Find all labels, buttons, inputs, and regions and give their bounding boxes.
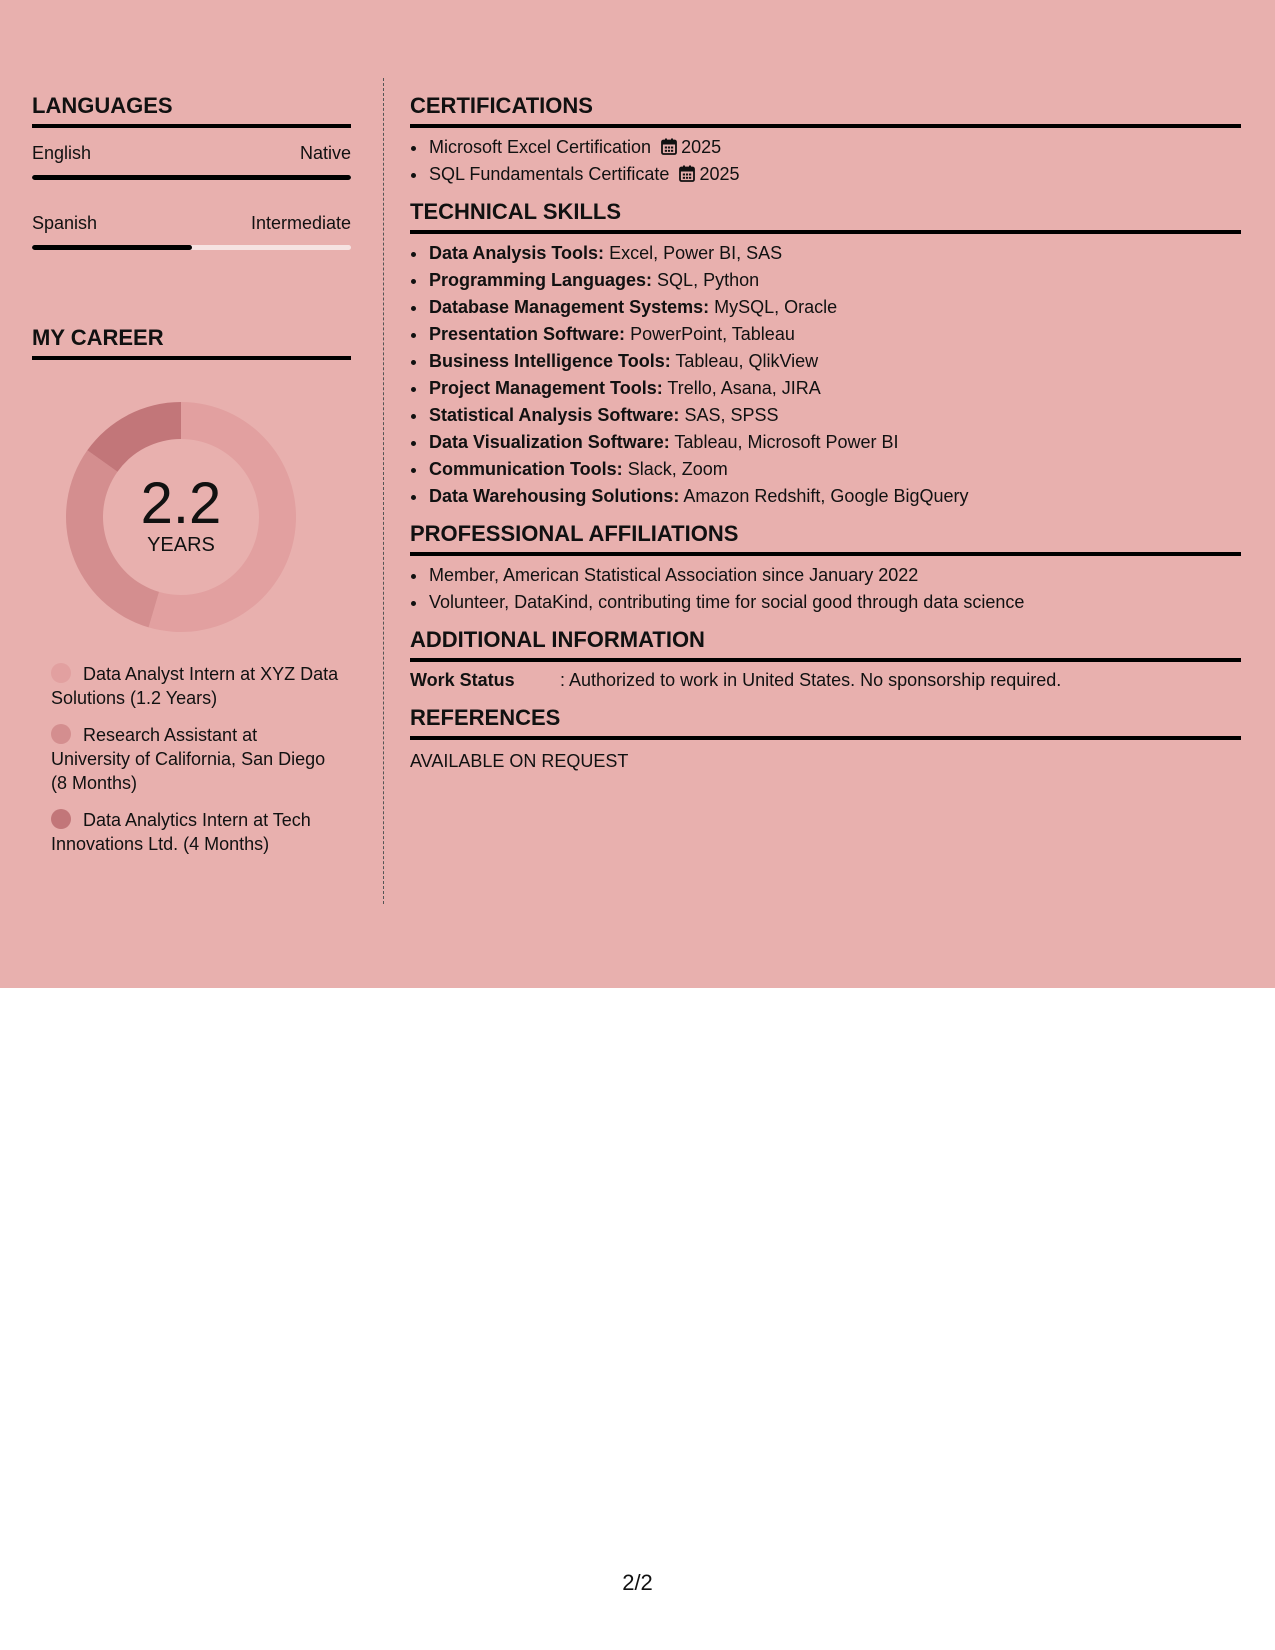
career-legend — [51, 662, 341, 856]
skill-item — [428, 321, 1241, 348]
languages-title: LANGUAGES — [32, 92, 351, 128]
skill-value: SQL, Python — [657, 270, 760, 290]
certification-year: 2025 — [681, 137, 722, 157]
skill-label: Presentation Software: — [429, 324, 626, 344]
skill-label: Data Warehousing Solutions: — [429, 486, 680, 506]
calendar-icon — [661, 138, 677, 155]
skill-label: Programming Languages: — [429, 270, 653, 290]
skill-value: Excel, Power BI, SAS — [609, 243, 783, 263]
career-section — [32, 324, 351, 856]
skill-label: Data Visualization Software: — [429, 432, 670, 452]
career-donut-center — [66, 402, 296, 632]
technical-skills-list — [410, 240, 1241, 510]
certifications-title: CERTIFICATIONS — [410, 92, 1241, 128]
language-item-english — [32, 142, 351, 180]
skill-item — [428, 429, 1241, 456]
skill-item — [428, 402, 1241, 429]
language-item-spanish — [32, 212, 351, 250]
skill-item — [428, 267, 1241, 294]
languages-section — [32, 92, 351, 250]
certification-name: SQL Fundamentals Certificate — [429, 164, 670, 184]
skill-value: SAS, SPSS — [684, 405, 779, 425]
affiliations-list — [410, 562, 1241, 616]
skill-value: Trello, Asana, JIRA — [667, 378, 821, 398]
references-section — [410, 704, 1241, 775]
additional-info-title: ADDITIONAL INFORMATION — [410, 626, 1241, 662]
skill-label: Statistical Analysis Software: — [429, 405, 680, 425]
skill-value: MySQL, Oracle — [714, 297, 838, 317]
career-donut-chart — [66, 402, 296, 632]
work-status-row — [410, 667, 1241, 694]
legend-dot-icon — [51, 663, 71, 683]
career-legend-item — [51, 723, 341, 795]
career-legend-item — [51, 662, 341, 710]
certifications-list — [410, 134, 1241, 188]
language-level: Intermediate — [250, 213, 351, 233]
affiliations-title: PROFESSIONAL AFFILIATIONS — [410, 520, 1241, 556]
language-proficiency-bar — [32, 175, 351, 180]
language-name: Spanish — [32, 213, 98, 233]
references-title: REFERENCES — [410, 704, 1241, 740]
career-title: MY CAREER — [32, 324, 351, 360]
skill-item — [428, 348, 1241, 375]
career-legend-label: Data Analytics Intern at Tech Innovations Ltd. (4 Months) — [51, 810, 311, 854]
skill-label: Business Intelligence Tools: — [429, 351, 671, 371]
skill-item — [428, 240, 1241, 267]
career-total-unit: YEARS — [147, 534, 215, 556]
left-column — [32, 92, 351, 869]
certification-name: Microsoft Excel Certification — [429, 137, 652, 157]
skill-item — [428, 483, 1241, 510]
additional-info-section — [410, 626, 1241, 694]
skill-value: Amazon Redshift, Google BigQuery — [683, 486, 969, 506]
skill-item — [428, 375, 1241, 402]
legend-dot-icon — [51, 809, 71, 829]
skill-value: Tableau, QlikView — [675, 351, 819, 371]
language-proficiency-bar — [32, 245, 351, 250]
career-total-years: 2.2 — [140, 471, 222, 536]
certification-item — [428, 161, 1241, 188]
affiliation-item: • Volunteer, DataKind, contributing time for social good through data science — [428, 589, 1241, 616]
work-status-value: : Authorized to work in United States. No sponsorship required. — [560, 670, 1062, 690]
career-legend-item — [51, 808, 341, 856]
affiliations-section — [410, 520, 1241, 616]
page-number: 2/2 — [622, 1570, 653, 1595]
language-level: Native — [299, 143, 351, 163]
skill-value: PowerPoint, Tableau — [630, 324, 795, 344]
skill-value: Slack, Zoom — [627, 459, 728, 479]
skill-item — [428, 294, 1241, 321]
legend-dot-icon — [51, 724, 71, 744]
right-column — [410, 92, 1241, 775]
column-divider — [383, 78, 384, 904]
technical-skills-title: TECHNICAL SKILLS — [410, 198, 1241, 234]
technical-skills-section — [410, 198, 1241, 510]
skill-label: Database Management Systems: — [429, 297, 710, 317]
skill-label: Data Analysis Tools: — [429, 243, 605, 263]
calendar-icon — [679, 165, 695, 182]
certification-year: 2025 — [699, 164, 740, 184]
skill-value: Tableau, Microsoft Power BI — [674, 432, 899, 452]
career-legend-label: Research Assistant at University of California, San Diego (8 Months) — [51, 725, 326, 793]
skill-label: Project Management Tools: — [429, 378, 663, 398]
work-status-label: Work Status — [410, 670, 515, 690]
career-legend-label: Data Analyst Intern at XYZ Data Solutions (1.2 Years) — [51, 664, 339, 708]
language-proficiency-fill — [32, 175, 351, 180]
certification-item — [428, 134, 1241, 161]
skill-label: Communication Tools: — [429, 459, 623, 479]
language-name: English — [32, 143, 92, 163]
language-proficiency-fill — [32, 245, 192, 250]
affiliation-item: • Member, American Statistical Association since January 2022 — [428, 562, 1241, 589]
references-text: AVAILABLE ON REQUEST — [410, 751, 629, 771]
skill-item — [428, 456, 1241, 483]
certifications-section — [410, 92, 1241, 188]
